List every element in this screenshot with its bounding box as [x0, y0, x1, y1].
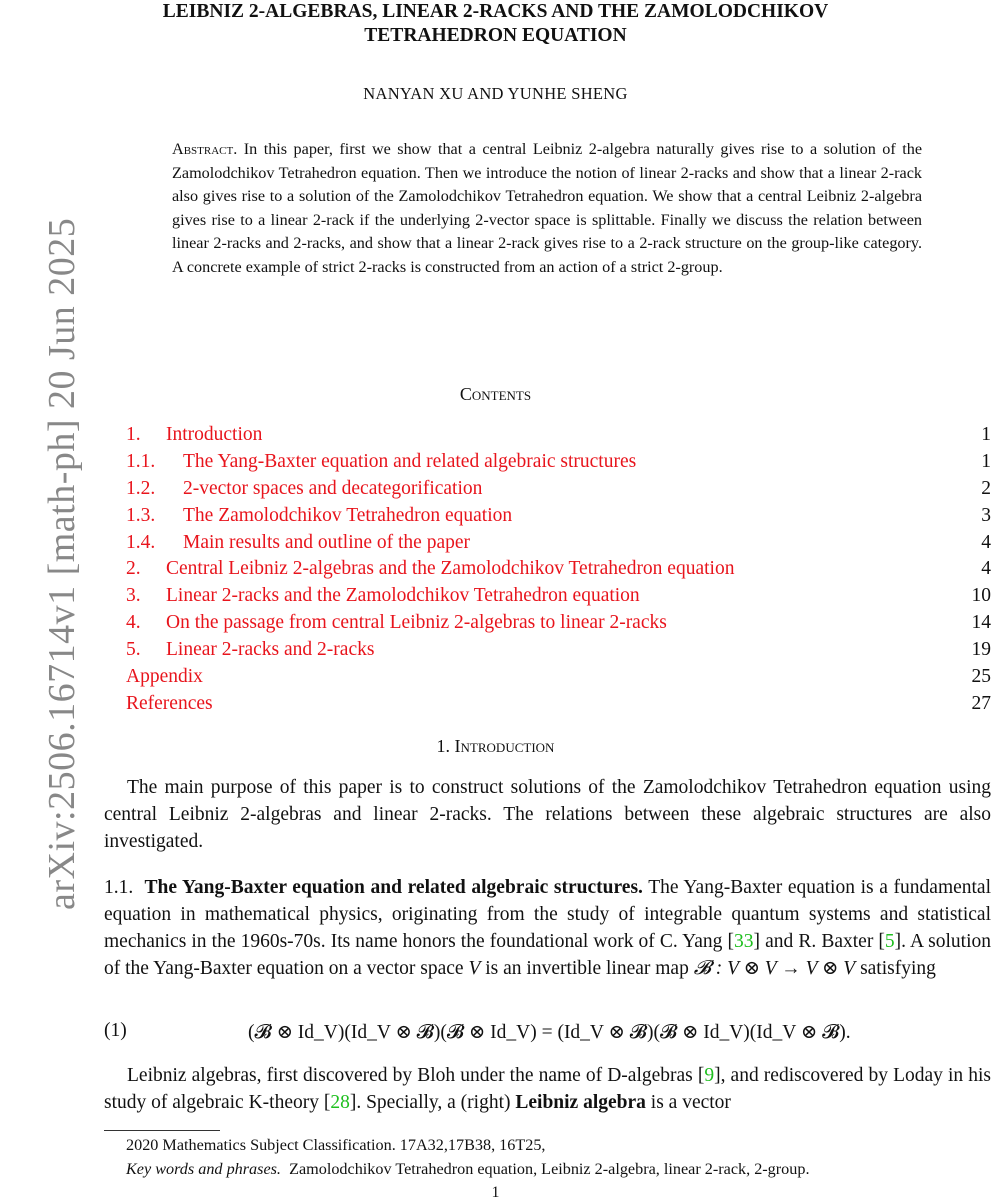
- toc-entry-page: 14: [972, 610, 991, 637]
- title-line-1: LEIBNIZ 2-ALGEBRAS, LINEAR 2-RACKS AND THE ZAMOLODCHIKOV: [0, 0, 991, 24]
- toc-entry-number: 2.: [126, 556, 166, 583]
- subsection-text-e: satisfying: [855, 958, 936, 979]
- toc-entry-page: 19: [972, 637, 991, 664]
- toc-entry-page: 3: [981, 503, 991, 530]
- toc-entry-page: 25: [972, 664, 991, 691]
- toc-entry[interactable]: [126, 583, 991, 610]
- subsection-text-b: ] and R. Baxter [: [754, 931, 885, 952]
- toc-entry-page: 1: [981, 449, 991, 476]
- toc-entry-label[interactable]: Main results and outline of the paper: [183, 532, 470, 553]
- citation-link[interactable]: 9: [704, 1065, 714, 1086]
- citation-link[interactable]: 5: [885, 931, 895, 952]
- toc-entry-page: 4: [981, 530, 991, 557]
- citation-link[interactable]: 33: [734, 931, 754, 952]
- subsection-title: The Yang-Baxter equation and related algebraic structures.: [145, 877, 643, 898]
- toc-entry-page: 4: [981, 556, 991, 583]
- toc-entry-label[interactable]: Appendix: [126, 666, 203, 687]
- keywords-text: Zamolodchikov Tetrahedron equation, Leibniz 2-algebra, linear 2-rack, 2-group.: [289, 1160, 809, 1178]
- toc-entry[interactable]: [126, 476, 991, 503]
- arxiv-stamp: arXiv:2506.16714v1 [math-ph] 20 Jun 2025: [40, 210, 84, 910]
- toc-entry-page: 10: [972, 583, 991, 610]
- leibniz-text-b: ], and rediscovered by Loday in his study of algebraic K-theory [: [104, 1065, 991, 1113]
- toc-entry-label[interactable]: Introduction: [166, 424, 262, 445]
- citation-link[interactable]: 28: [330, 1092, 350, 1113]
- toc-entry[interactable]: [126, 503, 991, 530]
- subsection-text-a: The Yang-Baxter equation is a fundamental equation in mathematical physics, originating from the study of integrable quantum systems and statistical mechanics in the 1960s-70s. Its name honors the foundational work of C. Yang [: [104, 877, 991, 952]
- subsection-number: 1.1.: [104, 877, 133, 898]
- toc-entry-label[interactable]: Linear 2-racks and 2-racks: [166, 639, 374, 660]
- title-line-2: TETRAHEDRON EQUATION: [0, 24, 991, 48]
- math-v: V: [468, 958, 480, 979]
- toc-entry-page: 2: [981, 476, 991, 503]
- toc-entry[interactable]: [126, 422, 991, 449]
- toc-entry[interactable]: [126, 449, 991, 476]
- toc-entry[interactable]: [126, 556, 991, 583]
- footnote-keywords: [126, 1160, 810, 1179]
- section-heading-introduction: 1. Introduction: [0, 736, 991, 757]
- leibniz-term: Leibniz algebra: [515, 1092, 646, 1113]
- toc-entry-number: 5.: [126, 637, 166, 664]
- intro-paragraph: The main purpose of this paper is to construct solutions of the Zamolodchikov Tetrahedron equation using central Leibniz 2-algebras and linear 2-racks. The relations between these algebraic structures are also investigated.: [104, 774, 991, 855]
- leibniz-text-c: ]. Specially, a (right): [350, 1092, 516, 1113]
- leibniz-text-d: is a vector: [646, 1092, 731, 1113]
- toc-entry-number: 4.: [126, 610, 166, 637]
- equation-number: (1): [104, 1020, 127, 1042]
- yang-baxter-equation: (𝓑 ⊗ Id_V)(Id_V ⊗ 𝓑)(𝓑 ⊗ Id_V) = (Id_V ⊗ 𝓑)(𝓑 ⊗ Id_V)(Id_V ⊗ 𝓑).: [248, 1020, 851, 1044]
- toc-entry[interactable]: [126, 691, 991, 718]
- contents-heading: Contents: [0, 384, 991, 405]
- toc-entry-label[interactable]: References: [126, 693, 213, 714]
- toc-entry-label[interactable]: Linear 2-racks and the Zamolodchikov Tetrahedron equation: [166, 585, 640, 606]
- toc-entry-number: 1.4.: [126, 530, 183, 557]
- toc-entry-number: 1.1.: [126, 449, 183, 476]
- toc-entry-number: 3.: [126, 583, 166, 610]
- subsection-text-d: is an invertible linear map: [480, 958, 693, 979]
- toc-entry-label[interactable]: The Zamolodchikov Tetrahedron equation: [183, 505, 512, 526]
- math-map: 𝓑 : V ⊗ V → V ⊗ V: [694, 958, 855, 979]
- subsection-text-c: ]. A solution of the Yang-Baxter equation on a vector space: [104, 931, 991, 979]
- paper-title: [0, 0, 991, 48]
- toc-entry[interactable]: [126, 530, 991, 557]
- toc-entry-number: 1.3.: [126, 503, 183, 530]
- toc-entry-page: 1: [981, 422, 991, 449]
- toc-entry[interactable]: [126, 664, 991, 691]
- leibniz-paragraph: [104, 1062, 991, 1116]
- toc-entry[interactable]: [126, 637, 991, 664]
- toc-entry-label[interactable]: Central Leibniz 2-algebras and the Zamolodchikov Tetrahedron equation: [166, 558, 734, 579]
- toc-entry-page: 27: [972, 691, 991, 718]
- toc-entry-label[interactable]: The Yang-Baxter equation and related algebraic structures: [183, 451, 636, 472]
- footnote-msc: 2020 Mathematics Subject Classification. 17A32,17B38, 16T25,: [126, 1136, 545, 1155]
- keywords-label: Key words and phrases.: [126, 1160, 281, 1178]
- toc-entry-number: 1.2.: [126, 476, 183, 503]
- page-number: 1: [0, 1184, 991, 1202]
- footnote-divider: [104, 1130, 220, 1131]
- subsection-1-1-paragraph: [104, 874, 991, 982]
- toc-entry-number: 1.: [126, 422, 166, 449]
- abstract-label: Abstract.: [172, 140, 237, 158]
- abstract-text: In this paper, first we show that a central Leibniz 2-algebra naturally gives rise to a solution of the Zamolodchikov Tetrahedron equation. Then we introduce the notion of linear 2-racks and show that a linear 2-rack also gives rise to a solution of the Zamolodchikov Tetrahedron equation. We show that a central Leibniz 2-algebra gives rise to a linear 2-rack if the underlying 2-vector space is splittable. Finally we discuss the relation between linear 2-racks and 2-racks, and show that a linear 2-rack gives rise to a 2-rack structure on the group-like category. A concrete example of strict 2-racks is constructed from an action of a strict 2-group.: [172, 140, 922, 276]
- leibniz-text-a: Leibniz algebras, first discovered by Bloh under the name of D-algebras [: [127, 1065, 704, 1086]
- toc-entry-label[interactable]: 2-vector spaces and decategorification: [183, 478, 482, 499]
- table-of-contents: [126, 422, 991, 718]
- authors: NANYAN XU AND YUNHE SHENG: [0, 84, 991, 104]
- abstract: [172, 138, 922, 280]
- toc-entry[interactable]: [126, 610, 991, 637]
- toc-entry-label[interactable]: On the passage from central Leibniz 2-algebras to linear 2-racks: [166, 612, 667, 633]
